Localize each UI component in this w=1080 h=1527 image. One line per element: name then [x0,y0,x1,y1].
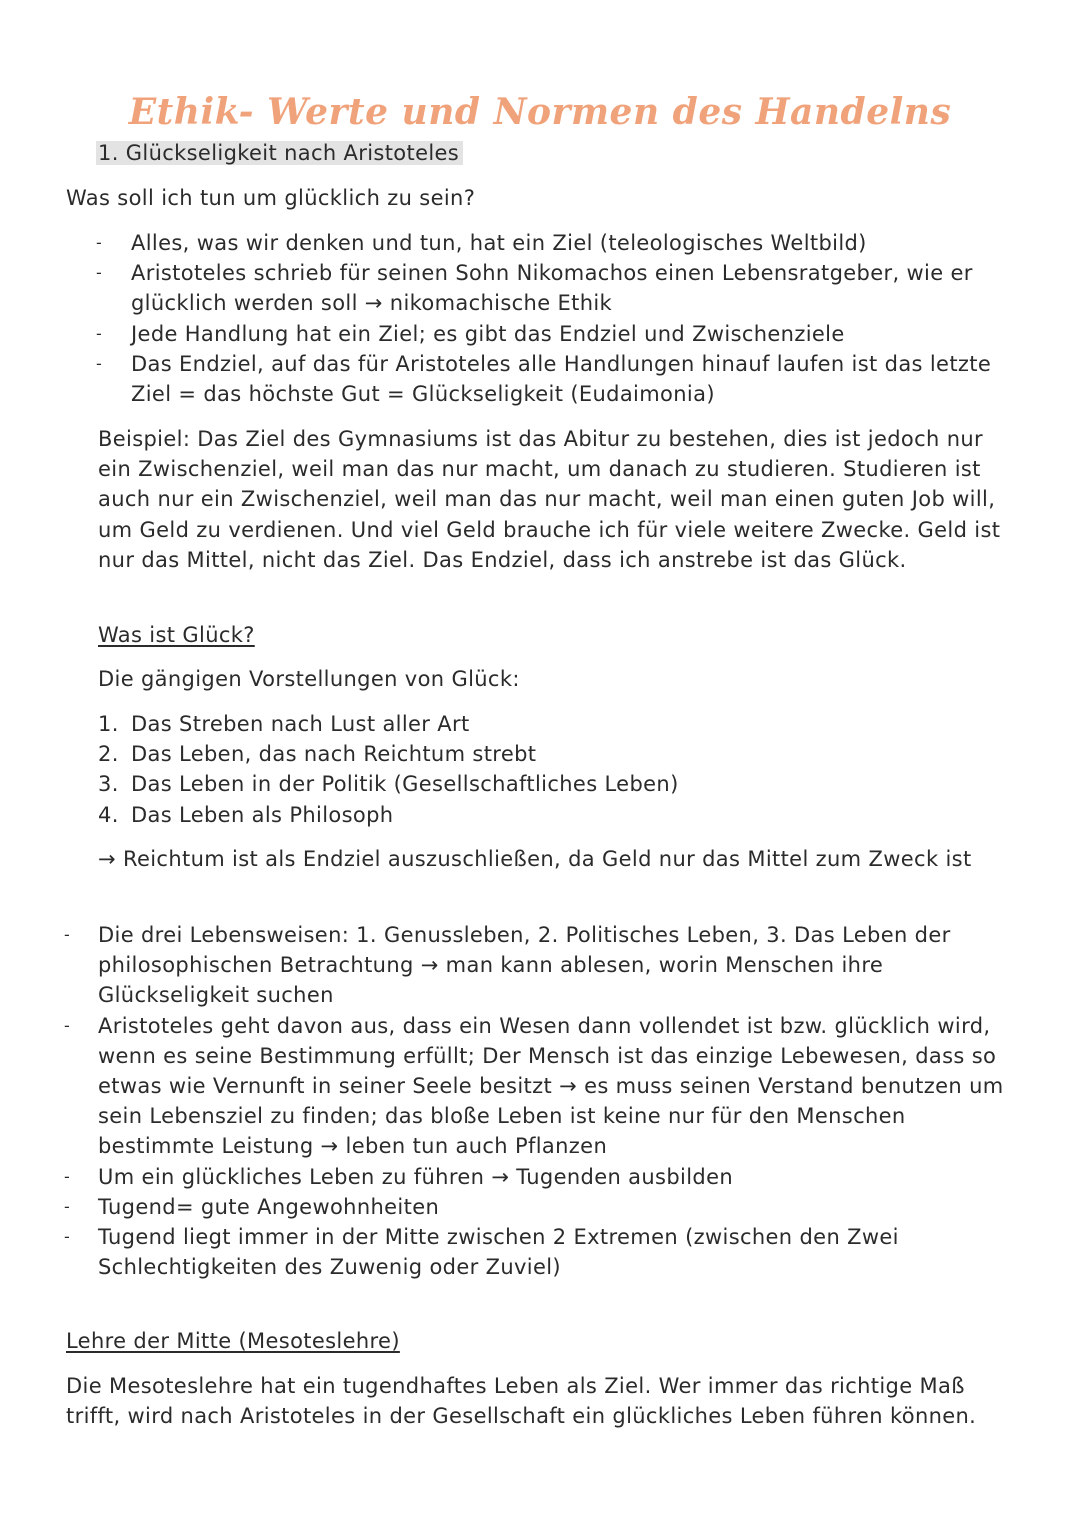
list-item-text: Aristoteles geht davon aus, dass ein Wesen dann vollendet ist bzw. glücklich wird, wenn es seine Bestimmung erfüllt; Der Mensch ist das einzige Lebewesen, dass so etwas wie Vernunft in seiner Seele besitzt → es muss seinen Verstand benutzen um sein Lebensziel zu finden; das bloße Leben ist keine nur für den Menschen bestimmte Leistung → leben tun auch Pflanzen [98,1013,1004,1159]
dash-marker: - [96,323,103,343]
subheading-lehre-der-mitte: Lehre der Mitte (Mesoteslehre) [66,1329,400,1353]
bullet-list-1 [96,228,1016,409]
list-item [64,1162,1014,1192]
ideas-intro: Die gängigen Vorstellungen von Glück: [98,667,520,691]
list-item [96,258,1016,318]
list-item-text: Alles, was wir denken und tun, hat ein Ziel (teleologisches Weltbild) [131,231,867,255]
list-item [98,800,998,830]
list-item-text: Aristoteles schrieb für seinen Sohn Nikomachos einen Lebensratgeber, wie er glücklich werden soll → nikomachische Ethik [131,261,973,316]
list-item-text: Die drei Lebensweisen: 1. Genussleben, 2. Politisches Leben, 3. Das Leben der philosophischen Betrachtung → man kann ablesen, worin Menschen ihre Glückseligkeit suchen [98,923,951,1008]
section-heading-wrapper [96,138,463,168]
dash-marker: - [96,353,103,373]
dash-marker: - [64,1166,71,1186]
list-item-text: Das Streben nach Lust aller Art [131,712,470,736]
dash-marker: - [96,263,103,283]
list-item-text: Jede Handlung hat ein Ziel; es gibt das Endziel und Zwischenziele [131,321,845,346]
list-item [96,228,1016,258]
list-item [96,319,1016,349]
list-item [96,349,1016,409]
list-item-text: Tugend liegt immer in der Mitte zwischen 2 Extremen (zwischen den Zwei Schlechtigkeiten des Zuwenig oder Zuviel) [98,1225,899,1280]
list-item-text: Das Leben als Philosoph [131,802,394,827]
dash-marker: - [64,1227,71,1247]
dash-marker: - [64,1015,71,1035]
bullet-list-2 [64,920,1014,1282]
ideas-list [98,709,998,830]
list-item [98,709,998,739]
example-paragraph: Beispiel: Das Ziel des Gymnasiums ist das Abitur zu bestehen, dies ist jedoch nur ein Zwischenziel, weil man das nur macht, um danach zu studieren. Studieren ist auch nur ein Zwischenziel, weil man das nur macht, weil man einen guten Job will, um Geld zu verdienen. Und viel Geld brauche ich für viele weitere Zwecke. Geld ist nur das Mittel, nicht das Ziel. Das Endziel, dass ich anstrebe ist das Glück. [98,427,1001,572]
list-item [64,1192,1014,1222]
intro-question: Was soll ich tun um glücklich zu sein? [66,186,476,210]
list-item-text: Um ein glückliches Leben zu führen → Tugenden ausbilden [98,1164,734,1189]
conclusion-paragraph: → Reichtum ist als Endziel auszuschließen, da Geld nur das Mittel zum Zweck ist [98,847,972,871]
list-item [64,920,1014,1011]
list-item-text: Das Leben in der Politik (Gesellschaftliches Leben) [131,772,679,797]
subheading-was-ist-glueck: Was ist Glück? [98,623,255,647]
closing-paragraph: Die Mesoteslehre hat ein tugendhaftes Leben als Ziel. Wer immer das richtige Maß trifft, wird nach Aristoteles in der Gesellschaft ein glückliches Leben führen können. [66,1374,977,1429]
list-item [98,769,998,799]
page-title: Ethik- Werte und Normen des Handelns [128,91,952,134]
list-item [98,739,998,769]
dash-marker: - [64,925,71,944]
dash-marker: - [64,1196,71,1216]
list-number: 4. [98,802,119,827]
list-item-text: Das Leben, das nach Reichtum strebt [131,742,537,767]
dash-marker: - [96,233,103,252]
list-item [64,1222,1014,1282]
list-item [64,1011,1014,1162]
list-item-text: Das Endziel, auf das für Aristoteles alle Handlungen hinauf laufen ist das letzte Ziel = das höchste Gut = Glückseligkeit (Eudaimonia) [131,351,992,407]
list-item-text: Tugend= gute Angewohnheiten [98,1194,440,1219]
list-number: 2. [98,742,119,767]
list-number: 1. [98,712,119,736]
list-number: 3. [98,772,119,797]
section-heading: 1. Glückseligkeit nach Aristoteles [96,141,463,165]
